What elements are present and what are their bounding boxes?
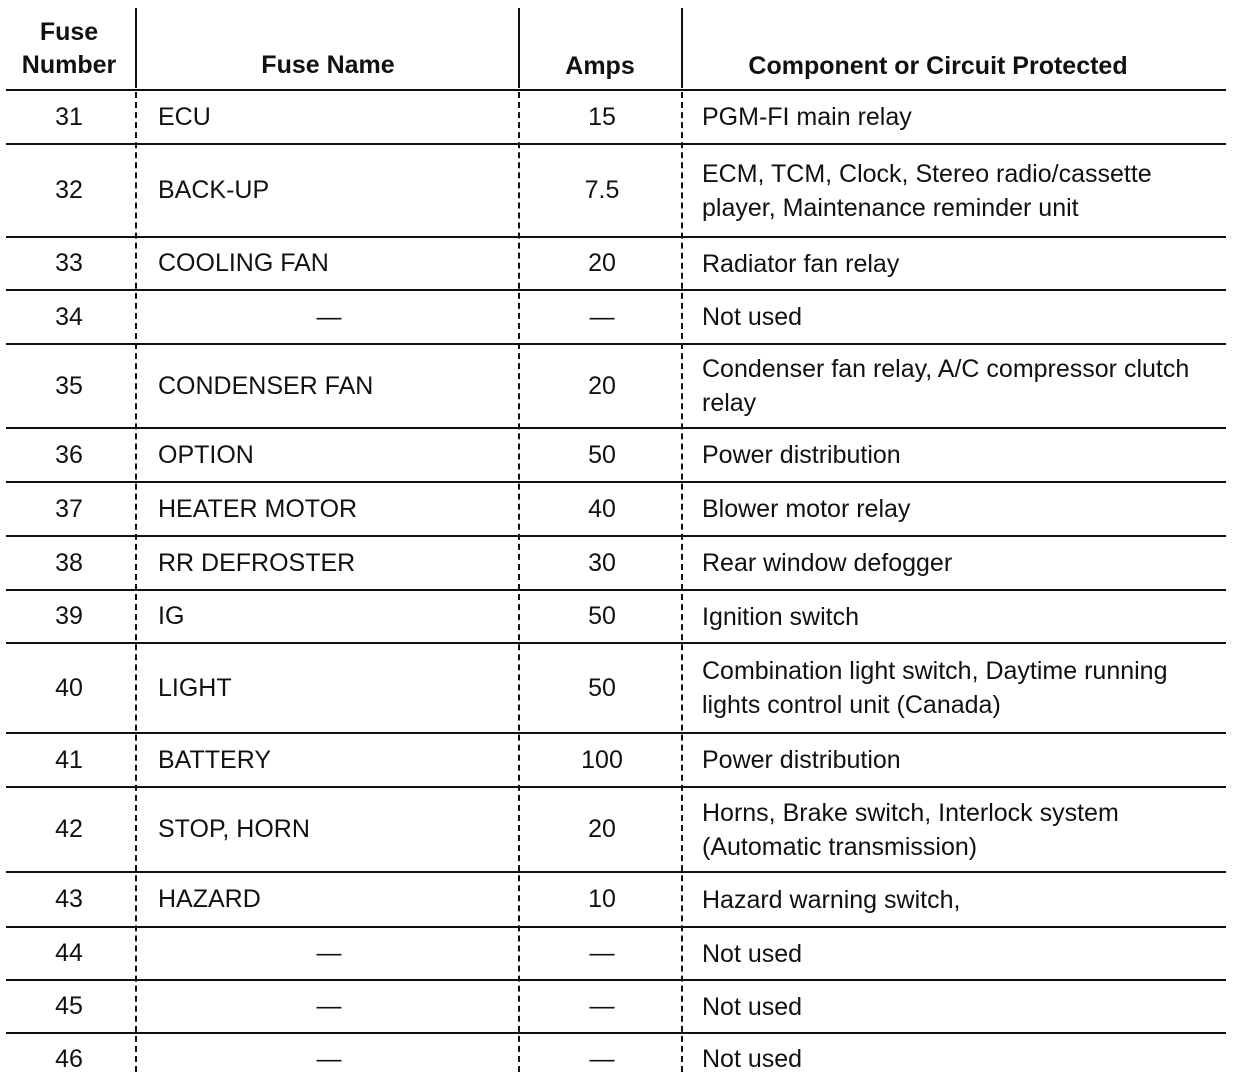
fuse-name: CONDENSER FAN bbox=[158, 371, 374, 400]
fuse-number: 35 bbox=[55, 371, 83, 400]
table-row bbox=[0, 788, 1248, 871]
fuse-component: Power distribution bbox=[702, 746, 901, 774]
fuse-number: 45 bbox=[55, 992, 83, 1020]
fuse-component: ECM, TCM, Clock, Stereo radio/cassette player, Maintenance reminder unit bbox=[702, 159, 1152, 222]
fuse-component: Not used bbox=[702, 303, 803, 331]
fuse-number: 46 bbox=[55, 1044, 83, 1073]
table-row bbox=[0, 644, 1248, 732]
fuse-number: 31 bbox=[55, 102, 83, 131]
fuse-name: — bbox=[316, 939, 342, 967]
table-row bbox=[0, 91, 1248, 143]
fuse-amps: 100 bbox=[581, 745, 623, 774]
table-row bbox=[0, 483, 1248, 535]
fuse-amps: — bbox=[589, 992, 615, 1020]
table-row bbox=[0, 928, 1248, 979]
header-fuse-number-line2: Number bbox=[21, 51, 117, 79]
fuse-component: Condenser fan relay, A/C compressor clutch relay bbox=[702, 355, 1190, 417]
fuse-amps: 50 bbox=[588, 673, 616, 702]
fuse-number: 32 bbox=[55, 176, 83, 204]
fuse-name: BACK-UP bbox=[158, 176, 270, 204]
fuse-name: — bbox=[316, 302, 342, 331]
fuse-component: Radiator fan relay bbox=[702, 249, 900, 278]
fuse-number: 42 bbox=[55, 815, 83, 843]
fuse-number: 40 bbox=[55, 673, 83, 702]
fuse-amps: — bbox=[589, 939, 615, 967]
fuse-number: 37 bbox=[55, 494, 83, 523]
fuse-number: 39 bbox=[55, 602, 83, 630]
fuse-amps: 30 bbox=[588, 548, 616, 577]
fuse-name: BATTERY bbox=[158, 745, 271, 774]
table-row bbox=[0, 537, 1248, 589]
fuse-component: Hazard warning switch, bbox=[702, 885, 961, 914]
table-row bbox=[0, 238, 1248, 289]
fuse-amps: 50 bbox=[588, 602, 616, 630]
fuse-amps: 7.5 bbox=[584, 176, 620, 204]
fuse-component: Not used bbox=[702, 1045, 803, 1073]
fuse-name: STOP, HORN bbox=[158, 815, 310, 843]
fuse-amps: 15 bbox=[588, 102, 616, 131]
fuse-component: Combination light switch, Daytime running lights control unit (Canada) bbox=[702, 657, 1168, 719]
table-row bbox=[0, 734, 1248, 786]
fuse-name: — bbox=[316, 1044, 342, 1073]
table-row bbox=[0, 981, 1248, 1032]
fuse-amps: 20 bbox=[588, 815, 616, 843]
fuse-name: OPTION bbox=[158, 440, 254, 469]
fuse-amps: 10 bbox=[588, 885, 616, 913]
fuse-component: Blower motor relay bbox=[702, 495, 911, 523]
header-fuse-name: Fuse Name bbox=[261, 51, 395, 79]
fuse-name: LIGHT bbox=[158, 673, 232, 702]
table-row bbox=[0, 1034, 1248, 1078]
fuse-component: Power distribution bbox=[702, 441, 901, 469]
fuse-component: Not used bbox=[702, 992, 803, 1021]
fuse-component: PGM-FI main relay bbox=[702, 103, 912, 131]
fuse-name: COOLING FAN bbox=[158, 249, 329, 277]
table-row bbox=[0, 429, 1248, 481]
header-fuse-number bbox=[8, 16, 130, 82]
fuse-component: Horns, Brake switch, Interlock system (Automatic transmission) bbox=[702, 798, 1119, 861]
table-row bbox=[0, 873, 1248, 926]
fuse-name: RR DEFROSTER bbox=[158, 548, 356, 577]
fuse-number: 34 bbox=[55, 302, 83, 331]
table-row bbox=[0, 291, 1248, 343]
header-fuse-number-line1: Fuse bbox=[39, 18, 99, 46]
fuse-amps: 40 bbox=[588, 494, 616, 523]
fuse-amps: — bbox=[589, 1044, 615, 1073]
header-amps: Amps bbox=[565, 52, 635, 80]
fuse-name: HEATER MOTOR bbox=[158, 494, 358, 523]
fuse-amps: — bbox=[589, 302, 615, 331]
fuse-amps: 50 bbox=[588, 440, 616, 469]
fuse-number: 44 bbox=[55, 939, 83, 967]
table-row bbox=[0, 345, 1248, 427]
fuse-component: Not used bbox=[702, 939, 803, 968]
header-component: Component or Circuit Protected bbox=[748, 52, 1128, 80]
fuse-number: 33 bbox=[55, 249, 83, 277]
fuse-number: 41 bbox=[55, 745, 83, 774]
fuse-number: 43 bbox=[55, 885, 83, 913]
fuse-name: HAZARD bbox=[158, 885, 261, 913]
fuse-amps: 20 bbox=[588, 249, 616, 277]
table-row bbox=[0, 591, 1248, 642]
fuse-number: 38 bbox=[55, 548, 83, 577]
fuse-component: Rear window defogger bbox=[702, 549, 953, 577]
fuse-name: — bbox=[316, 992, 342, 1020]
table-row bbox=[0, 145, 1248, 236]
fuse-amps: 20 bbox=[588, 371, 616, 400]
fuse-number: 36 bbox=[55, 440, 83, 469]
fuse-name: IG bbox=[158, 602, 185, 630]
fuse-name: ECU bbox=[158, 102, 211, 131]
column-divider bbox=[135, 8, 137, 88]
fuse-component: Ignition switch bbox=[702, 602, 860, 631]
